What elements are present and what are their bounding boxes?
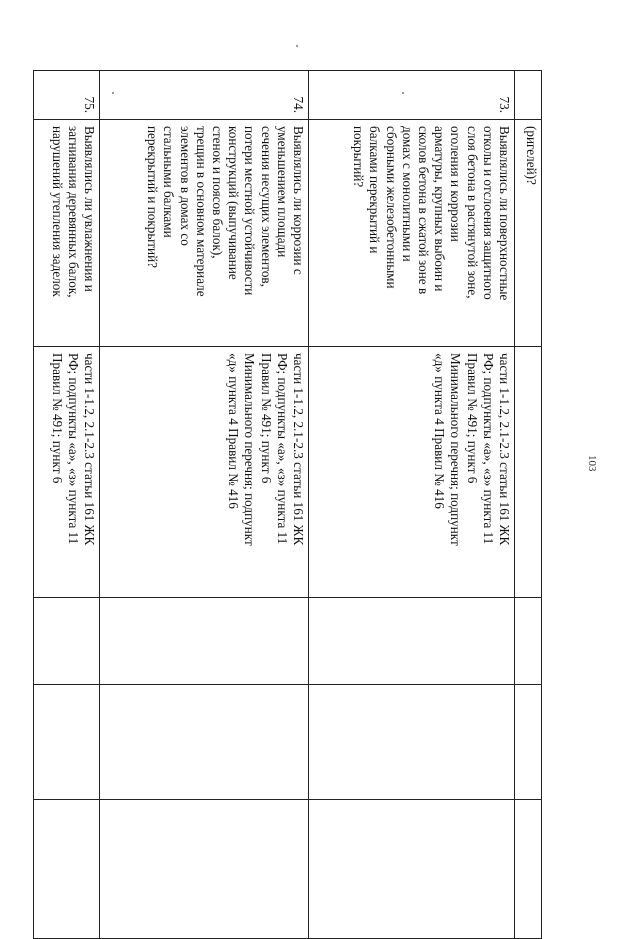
answer-na-cell [309, 800, 515, 939]
answer-no-cell [34, 685, 100, 800]
page-number: 103 [586, 455, 598, 472]
row-number-cell: 74. [100, 71, 309, 120]
question-line: отколы и отслоения защитного [480, 126, 496, 300]
question-line: перекрытий и покрытий? [145, 126, 161, 268]
answer-yes-cell [309, 598, 515, 685]
question-line: оголения и коррозии [448, 126, 464, 242]
requisites-cell [515, 347, 542, 598]
answer-na-cell [100, 800, 309, 939]
question-line: домах с монолитными и [399, 126, 415, 262]
question-line: (ригелей)? [524, 126, 539, 185]
requisites-cell [34, 347, 100, 598]
table-row [515, 71, 542, 939]
requisites-line: Правил № 491; пункт 6 [258, 353, 274, 484]
requisites-line: части 1-1.2, 2.1-2.3 статьи 161 ЖК [291, 353, 306, 546]
requisites-line: Правил № 491; пункт 6 [464, 353, 480, 484]
answer-na-cell [515, 800, 542, 939]
row-number-cell [515, 71, 542, 120]
question-line: Выявлялись ли поверхностные [497, 126, 512, 301]
question-line: слоя бетона в растянутой зоне, [464, 126, 480, 299]
requisites-line: «д» пункта 4 Правил № 416 [432, 353, 448, 509]
question-line: покрытий? [351, 126, 367, 188]
requisites-line: РФ; подпункты «а», «з» пункта 11 [65, 353, 81, 545]
question-cell [515, 120, 542, 347]
answer-no-cell [100, 685, 309, 800]
question-line: элементов в домах со [177, 126, 193, 246]
table-row [309, 71, 515, 939]
requisites-line: РФ; подпункты «а», «з» пункта 11 [480, 353, 496, 545]
question-line: арматуры, крупных выбоин и [432, 126, 448, 292]
requisites-line: Минимального перечня; подпункт [448, 353, 464, 546]
requisites-line: Минимального перечня; подпункт [242, 353, 258, 546]
question-line: трещин в основном материале [193, 126, 209, 297]
requisites-cell [309, 347, 515, 598]
answer-yes-cell [515, 598, 542, 685]
scan-speck [296, 45, 298, 47]
question-line: стальными балками [161, 126, 177, 238]
question-cell [309, 120, 515, 347]
table-row [34, 71, 100, 939]
table-row [100, 71, 309, 939]
question-cell [100, 120, 309, 347]
question-line: сборными железобетонными [383, 126, 399, 289]
question-line: Выявлялись ли коррозии с [291, 126, 306, 275]
requisites-line: РФ; подпункты «а», «з» пункта 11 [274, 353, 290, 545]
question-line: уменьшением площади [274, 126, 290, 258]
question-line: нарушений утепления заделок [49, 126, 65, 297]
question-line: потери местной устойчивости [242, 126, 258, 296]
row-number-cell: 73. [309, 71, 515, 120]
answer-yes-cell [34, 598, 100, 685]
question-line: Выявлялись ли увлажнения и [82, 126, 97, 292]
question-line: сечения несущих элементов, [258, 126, 274, 287]
requisites-line: «д» пункта 4 Правил № 416 [226, 353, 242, 509]
requisites-cell [100, 347, 309, 598]
answer-yes-cell [100, 598, 309, 685]
requisites-line: части 1-1.2, 2.1-2.3 статьи 161 ЖК [497, 353, 512, 546]
question-line: балками перекрытий и [367, 126, 383, 254]
answer-no-cell [309, 685, 515, 800]
rotated-table-container [34, 70, 542, 860]
requisites-line: части 1-1.2, 2.1-2.3 статьи 161 ЖК [82, 353, 97, 546]
question-line: загнивания деревянных балок, [65, 126, 81, 298]
question-line: конструкций (выпучивание [226, 126, 242, 280]
question-line: сколов бетона в сжатой зоне в [415, 126, 431, 295]
checklist-table [33, 70, 542, 939]
answer-na-cell [34, 800, 100, 939]
question-cell [34, 120, 100, 347]
requisites-line: Правил № 491; пункт 6 [49, 353, 65, 484]
row-number-cell: 75. [34, 71, 100, 120]
answer-no-cell [515, 685, 542, 800]
question-line: стенок и поясов балок), [209, 126, 225, 259]
